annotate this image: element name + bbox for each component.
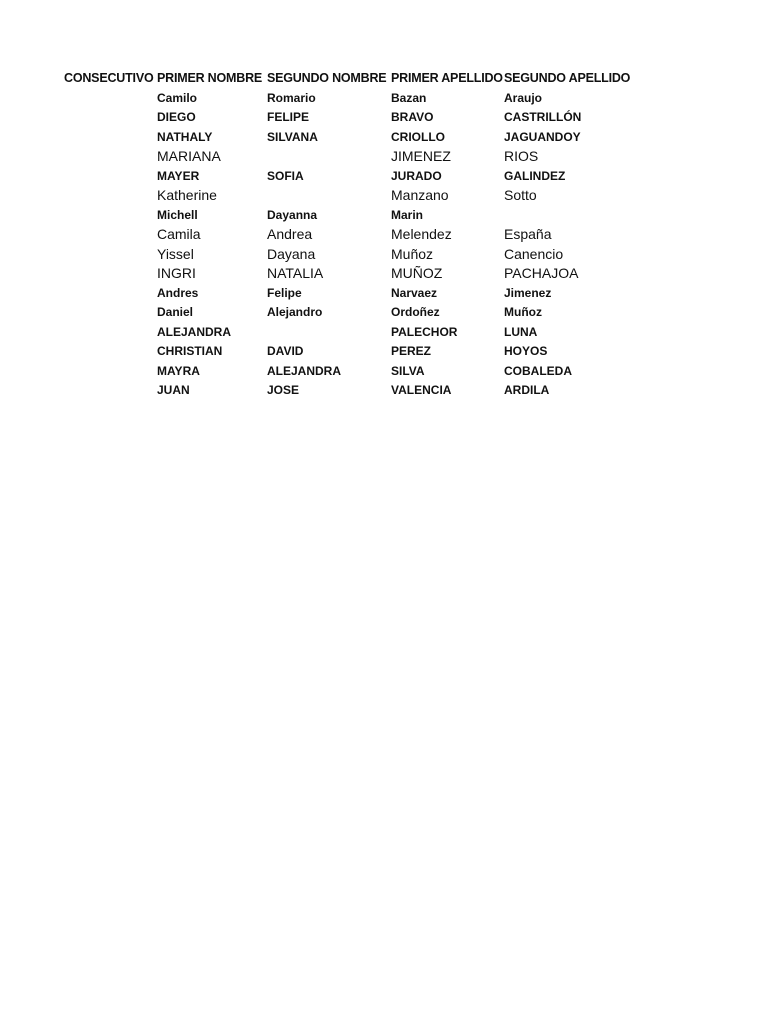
cell-primer-apellido: Marin (391, 207, 424, 222)
cell-primer-apellido: CRIOLLO (391, 129, 445, 144)
cell-segundo-apellido: CASTRILLÓN (504, 110, 582, 124)
cell-consecutivo (64, 225, 157, 245)
cell-segundo-nombre: JOSE (267, 383, 300, 397)
cell-consecutivo (64, 245, 157, 265)
table-row (64, 284, 634, 304)
cell-segundo-apellido: HOYOS (504, 344, 548, 358)
cell-segundo-apellido: JAGUANDOY (504, 129, 581, 144)
cell-primer-apellido: SILVA (391, 363, 425, 378)
cell-primer-nombre: CHRISTIAN (157, 344, 223, 358)
table-row (64, 303, 634, 323)
cell-primer-apellido: Manzano (391, 187, 449, 203)
cell-segundo-apellido: Jimenez (504, 285, 552, 300)
cell-segundo-apellido: Sotto (504, 187, 537, 203)
cell-primer-apellido: Muñoz (391, 245, 434, 262)
cell-segundo-nombre: Andrea (267, 226, 313, 242)
table-row (64, 245, 634, 265)
cell-segundo-nombre: Alejandro (267, 305, 323, 319)
cell-consecutivo (64, 342, 157, 362)
table-row (64, 128, 634, 148)
table-header (64, 69, 634, 89)
cell-consecutivo (64, 186, 157, 206)
table-row (64, 167, 634, 187)
cell-consecutivo (64, 264, 157, 284)
table-row (64, 264, 634, 284)
table-row (64, 225, 634, 245)
header-primer-nombre: PRIMER NOMBRE (157, 71, 263, 85)
cell-segundo-apellido: España (504, 226, 552, 242)
header-consecutivo: CONSECUTIVO (64, 71, 154, 85)
table-row (64, 381, 634, 401)
cell-segundo-apellido: PACHAJOA (504, 265, 579, 281)
cell-segundo-apellido (504, 206, 634, 226)
cell-primer-nombre: Yissel (157, 245, 194, 262)
cell-segundo-nombre: Romario (267, 90, 316, 105)
cell-primer-nombre: MARIANA (157, 148, 221, 164)
cell-consecutivo (64, 303, 157, 323)
cell-primer-nombre: Daniel (157, 305, 194, 319)
cell-consecutivo (64, 167, 157, 187)
cell-primer-apellido: VALENCIA (391, 383, 452, 397)
cell-primer-apellido: Bazan (391, 90, 427, 105)
cell-consecutivo (64, 323, 157, 343)
table-row (64, 323, 634, 343)
cell-primer-nombre: NATHALY (157, 129, 213, 144)
cell-primer-apellido: JIMENEZ (391, 148, 451, 164)
cell-segundo-nombre: SOFIA (267, 168, 304, 183)
cell-segundo-nombre: FELIPE (267, 110, 310, 124)
cell-consecutivo (64, 108, 157, 128)
cell-primer-nombre: JUAN (157, 383, 190, 397)
cell-primer-nombre: INGRI (157, 265, 196, 281)
cell-consecutivo (64, 128, 157, 148)
cell-segundo-nombre: NATALIA (267, 265, 324, 281)
cell-segundo-nombre: Felipe (267, 285, 302, 300)
cell-primer-nombre: Katherine (157, 187, 217, 203)
header-segundo-nombre: SEGUNDO NOMBRE (267, 71, 387, 85)
cell-primer-nombre: ALEJANDRA (157, 324, 232, 339)
cell-primer-nombre: DIEGO (157, 110, 196, 124)
cell-segundo-nombre: ALEJANDRA (267, 363, 342, 378)
cell-primer-nombre: Michell (157, 207, 198, 222)
cell-segundo-nombre (267, 323, 391, 343)
table-row (64, 108, 634, 128)
cell-consecutivo (64, 284, 157, 304)
table-row (64, 362, 634, 382)
cell-consecutivo (64, 147, 157, 167)
cell-segundo-apellido: Canencio (504, 245, 564, 262)
names-sheet (64, 69, 634, 401)
cell-primer-nombre: MAYER (157, 168, 200, 183)
cell-segundo-apellido: GALINDEZ (504, 168, 566, 183)
header-row (64, 69, 634, 89)
cell-primer-apellido: PEREZ (391, 344, 432, 358)
cell-primer-nombre: Andres (157, 285, 199, 300)
table-row (64, 147, 634, 167)
cell-segundo-apellido: RIOS (504, 148, 539, 164)
cell-segundo-apellido: ARDILA (504, 383, 550, 397)
cell-segundo-apellido: LUNA (504, 324, 538, 339)
header-primer-apellido: PRIMER APELLIDO (391, 71, 503, 85)
cell-primer-apellido: PALECHOR (391, 324, 458, 339)
table-row (64, 89, 634, 109)
cell-segundo-nombre: DAVID (267, 344, 304, 358)
table-body (64, 89, 634, 401)
cell-primer-nombre: Camilo (157, 90, 198, 105)
cell-consecutivo (64, 381, 157, 401)
cell-primer-apellido: Ordoñez (391, 305, 440, 319)
cell-primer-nombre: Camila (157, 226, 201, 242)
cell-segundo-nombre (267, 186, 391, 206)
cell-primer-apellido: BRAVO (391, 110, 434, 124)
cell-primer-apellido: Narvaez (391, 285, 438, 300)
cell-segundo-apellido: Araujo (504, 90, 543, 105)
cell-primer-apellido: JURADO (391, 168, 442, 183)
names-table (64, 69, 634, 401)
cell-primer-apellido: MUÑOZ (391, 265, 443, 281)
table-row (64, 206, 634, 226)
header-segundo-apellido: SEGUNDO APELLIDO (504, 71, 631, 85)
cell-consecutivo (64, 89, 157, 109)
cell-segundo-apellido: Muñoz (504, 305, 542, 319)
cell-primer-apellido: Melendez (391, 226, 452, 242)
table-row (64, 186, 634, 206)
cell-segundo-nombre (267, 147, 391, 167)
cell-segundo-apellido: COBALEDA (504, 363, 572, 378)
table-row (64, 342, 634, 362)
cell-consecutivo (64, 206, 157, 226)
cell-primer-nombre: MAYRA (157, 363, 200, 378)
cell-segundo-nombre: SILVANA (267, 129, 318, 144)
cell-segundo-nombre: Dayanna (267, 207, 318, 222)
cell-consecutivo (64, 362, 157, 382)
cell-segundo-nombre: Dayana (267, 245, 316, 262)
